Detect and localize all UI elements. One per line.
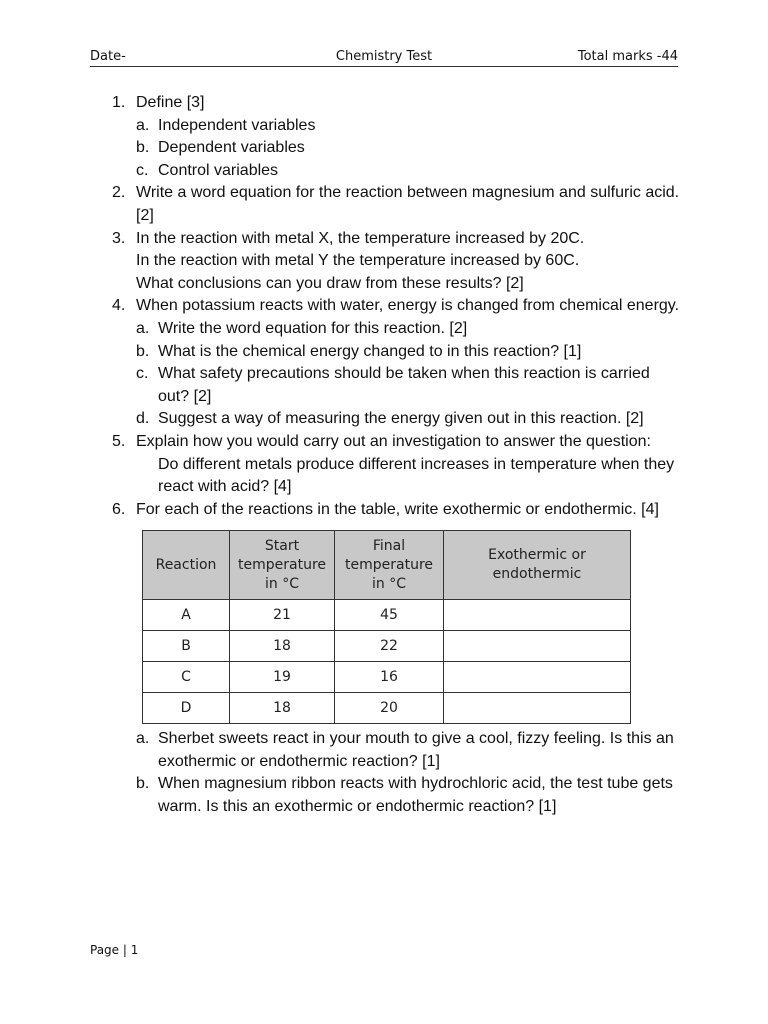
reaction-table [142,530,631,724]
sub-question [136,137,683,160]
table-row [143,693,631,724]
header-final-temperature: Final temperature in °C [335,531,444,600]
sub-question [136,363,683,408]
cell-final: 20 [335,693,444,724]
question-text-line: What conclusions can you draw from these results? [2] [136,274,524,292]
sub-question [136,408,683,431]
sub-question-text: Independent variables [158,116,316,134]
sub-letter: d. [136,410,150,428]
total-marks: Total marks -44 [577,49,678,64]
table-row [143,600,631,631]
question-6 [108,499,683,819]
sub-letter: b. [136,775,150,793]
page-footer: Page | 1 [90,943,139,957]
sub-question-text: What is the chemical energy changed to in this reaction? [1] [158,342,582,360]
investigation-question: Do different metals produce different increases in temperature when they react with acid? [4] [158,455,675,496]
question-number: 2. [112,184,126,202]
sub-question-text: Sherbet sweets react in your mouth to give a cool, fizzy feeling. Is this an exothermic or endothermic reaction? [1] [158,730,674,770]
question-5 [108,431,683,499]
sub-letter: c. [136,365,149,383]
cell-start: 19 [230,662,335,693]
cell-answer[interactable] [444,693,631,724]
cell-reaction: B [143,631,230,662]
table-row [143,662,631,693]
cell-answer[interactable] [444,600,631,631]
sub-question-text: Suggest a way of measuring the energy given out in this reaction. [2] [158,410,644,428]
cell-final: 16 [335,662,444,693]
sub-question [136,318,683,341]
cell-start: 21 [230,600,335,631]
sub-letter: b. [136,139,150,157]
cell-reaction: A [143,600,230,631]
question-text: Explain how you would carry out an investigation to answer the question: [136,432,651,450]
sub-letter: a. [136,116,150,134]
cell-final: 22 [335,631,444,662]
question-number: 6. [112,500,126,518]
sub-question-text: When magnesium ribbon reacts with hydrochloric acid, the test tube gets warm. Is this an exothermic or endothermic reaction? [1] [158,775,673,816]
sub-question [136,115,683,138]
header-start-temperature: Start temperature in °C [230,531,335,600]
sub-letter: a. [136,319,150,337]
cell-start: 18 [230,631,335,662]
header-exothermic-or-endothermic: Exothermic or endothermic [444,531,631,600]
question-text-line: In the reaction with metal Y the temperature increased by 60C. [136,252,580,270]
question-text: For each of the reactions in the table, write exothermic or endothermic. [4] [136,500,659,518]
sub-letter: a. [136,730,150,748]
question-list [108,92,683,819]
sub-letter: c. [136,161,149,179]
cell-reaction: D [143,693,230,724]
question-3 [108,228,683,296]
question-2 [108,182,683,227]
question-1 [108,92,683,182]
cell-answer[interactable] [444,662,631,693]
question-text: Define [3] [136,94,205,111]
sub-question-text: What safety precautions should be taken when this reaction is carried out? [2] [158,365,650,405]
sub-question [136,728,683,773]
cell-start: 18 [230,693,335,724]
question-text: Write a word equation for the reaction between magnesium and sulfuric acid. [2] [136,184,680,224]
question-number: 1. [112,94,126,111]
header-reaction: Reaction [143,531,230,600]
question-4 [108,295,683,431]
cell-answer[interactable] [444,631,631,662]
cell-reaction: C [143,662,230,693]
question-number: 3. [112,229,126,247]
sub-question-text: Write the word equation for this reaction. [2] [158,319,468,337]
sub-question-text: Dependent variables [158,139,305,157]
sub-question-text: Control variables [158,161,279,179]
table-header-row [143,531,631,600]
question-number: 5. [112,432,126,450]
test-title: Chemistry Test [335,49,433,64]
table-row [143,631,631,662]
sub-question [136,773,683,818]
sub-question [136,160,683,183]
sub-question [136,341,683,364]
question-text-line: In the reaction with metal X, the temperature increased by 20C. [136,229,585,247]
page-header [90,48,678,67]
question-number: 4. [112,297,126,315]
cell-final: 45 [335,600,444,631]
question-text: When potassium reacts with water, energy is changed from chemical energy. [136,297,680,315]
date-label: Date- [90,49,126,64]
sub-letter: b. [136,342,150,360]
